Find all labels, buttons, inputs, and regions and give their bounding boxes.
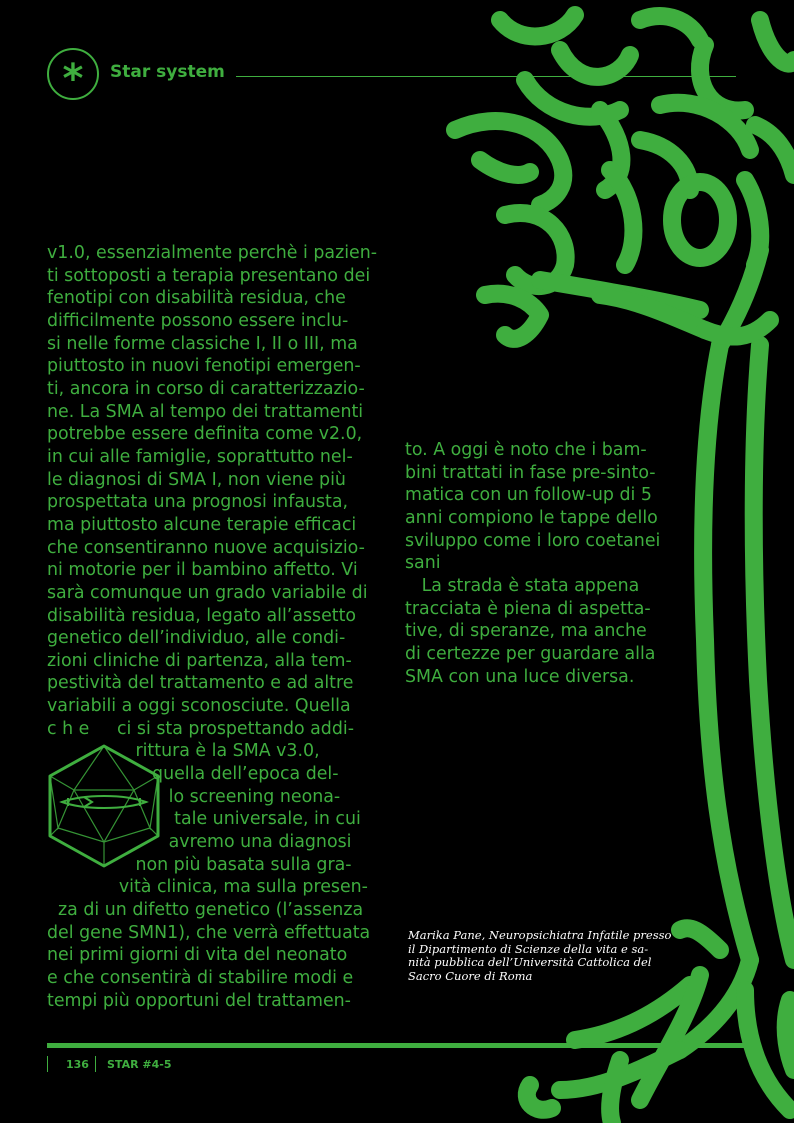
text-line: lo screening neona-	[47, 786, 341, 807]
text-line: c h e ci si sta prospettando addi-	[47, 718, 354, 739]
text-line: bini trattati in fase pre-sinto-	[405, 462, 656, 483]
text-line: ti sottoposti a terapia presentano dei	[47, 265, 371, 286]
text-line: potrebbe essere definita come v2.0,	[47, 424, 363, 445]
text-line: v1.0, essenzialmente perchè i pazien-	[47, 243, 378, 263]
text-line: variabili a oggi sconosciute. Quella	[47, 696, 351, 717]
text-line: fenotipi con disabilità residua, che	[47, 288, 346, 309]
text-line: le diagnosi di SMA I, non viene più	[47, 469, 346, 490]
text-line: ne. La SMA al tempo dei trattamenti	[47, 401, 364, 422]
footer-divider	[95, 1056, 96, 1072]
section-title: Star system	[110, 62, 225, 82]
text-line: rittura è la SMA v3.0,	[47, 741, 320, 762]
text-line: sarà comunque un grado variabile di	[47, 582, 368, 603]
text-line: za di un difetto genetico (l’assenza	[47, 900, 364, 921]
text-line: tive, di speranze, ma anche	[405, 621, 647, 642]
text-line: piuttosto in nuovi fenotipi emergen-	[47, 356, 361, 377]
text-line: del gene SMN1), che verrà effettuata	[47, 922, 371, 943]
header-rule	[236, 76, 736, 77]
text-line: difficilmente possono essere inclu-	[47, 310, 349, 331]
text-line: in cui alle famiglie, soprattutto nel-	[47, 446, 353, 467]
text-line: La strada è stata appena	[405, 575, 640, 596]
text-line: genetico dell’individuo, alle condi-	[47, 628, 346, 649]
text-line: tracciata è piena di aspetta-	[405, 598, 651, 619]
icosahedron-dna-icon	[44, 742, 164, 870]
text-line: si nelle forme classiche I, II o III, ma	[47, 333, 358, 354]
caption-line: il Dipartimento di Scienze della vita e sa-	[408, 941, 649, 956]
footer-divider	[47, 1056, 48, 1072]
text-line: zioni cliniche di partenza, alla tem-	[47, 650, 352, 671]
text-line: nei primi giorni di vita del neonato	[47, 945, 348, 966]
text-line: sani	[405, 553, 441, 574]
right-column	[405, 439, 690, 688]
text-line: SMA con una luce diversa.	[405, 666, 635, 687]
text-line: ma piuttosto alcune terapie efficaci	[47, 514, 357, 535]
text-line: prospettata una prognosi infausta,	[47, 492, 349, 513]
text-line: ti, ancora in corso di caratterizzazio-	[47, 378, 365, 399]
text-line: anni compiono le tappe dello	[405, 507, 658, 528]
text-line: quella dell’epoca del-	[47, 764, 339, 785]
author-caption	[408, 928, 672, 983]
text-line: matica con un follow-up di 5	[405, 485, 652, 506]
caption-line: Marika Pane, Neuropsichiatra Infatile presso	[408, 928, 672, 942]
magazine-issue: STAR #4-5	[107, 1058, 172, 1071]
text-line: sviluppo come i loro coetanei	[405, 530, 661, 551]
text-line: e che consentirà di stabilire modi e	[47, 968, 354, 988]
text-line: tale universale, in cui	[47, 809, 361, 830]
caption-line: Sacro Cuore di Roma	[408, 968, 533, 983]
left-column	[47, 242, 391, 1012]
page-number: 136	[66, 1058, 89, 1071]
text-line: avremo una diagnosi	[47, 832, 352, 853]
caption-line: nità pubblica dell’Università Cattolica del	[408, 955, 652, 969]
text-line: ni motorie per il bambino affetto. Vi	[47, 560, 358, 581]
asterisk-icon: *	[47, 48, 99, 100]
footer-rule	[47, 1043, 744, 1048]
text-line: to. A oggi è noto che i bam-	[405, 440, 647, 460]
text-line: disabilità residua, legato all’assetto	[47, 605, 357, 626]
text-line: non più basata sulla gra-	[47, 854, 352, 875]
text-line: di certezze per guardare alla	[405, 643, 656, 664]
text-line: vità clinica, ma sulla presen-	[47, 877, 368, 898]
text-line: tempi più opportuni del trattamen-	[47, 990, 351, 1011]
text-line: che consentiranno nuove acquisizio-	[47, 537, 365, 558]
text-line: pestività del trattamento e ad altre	[47, 673, 354, 694]
